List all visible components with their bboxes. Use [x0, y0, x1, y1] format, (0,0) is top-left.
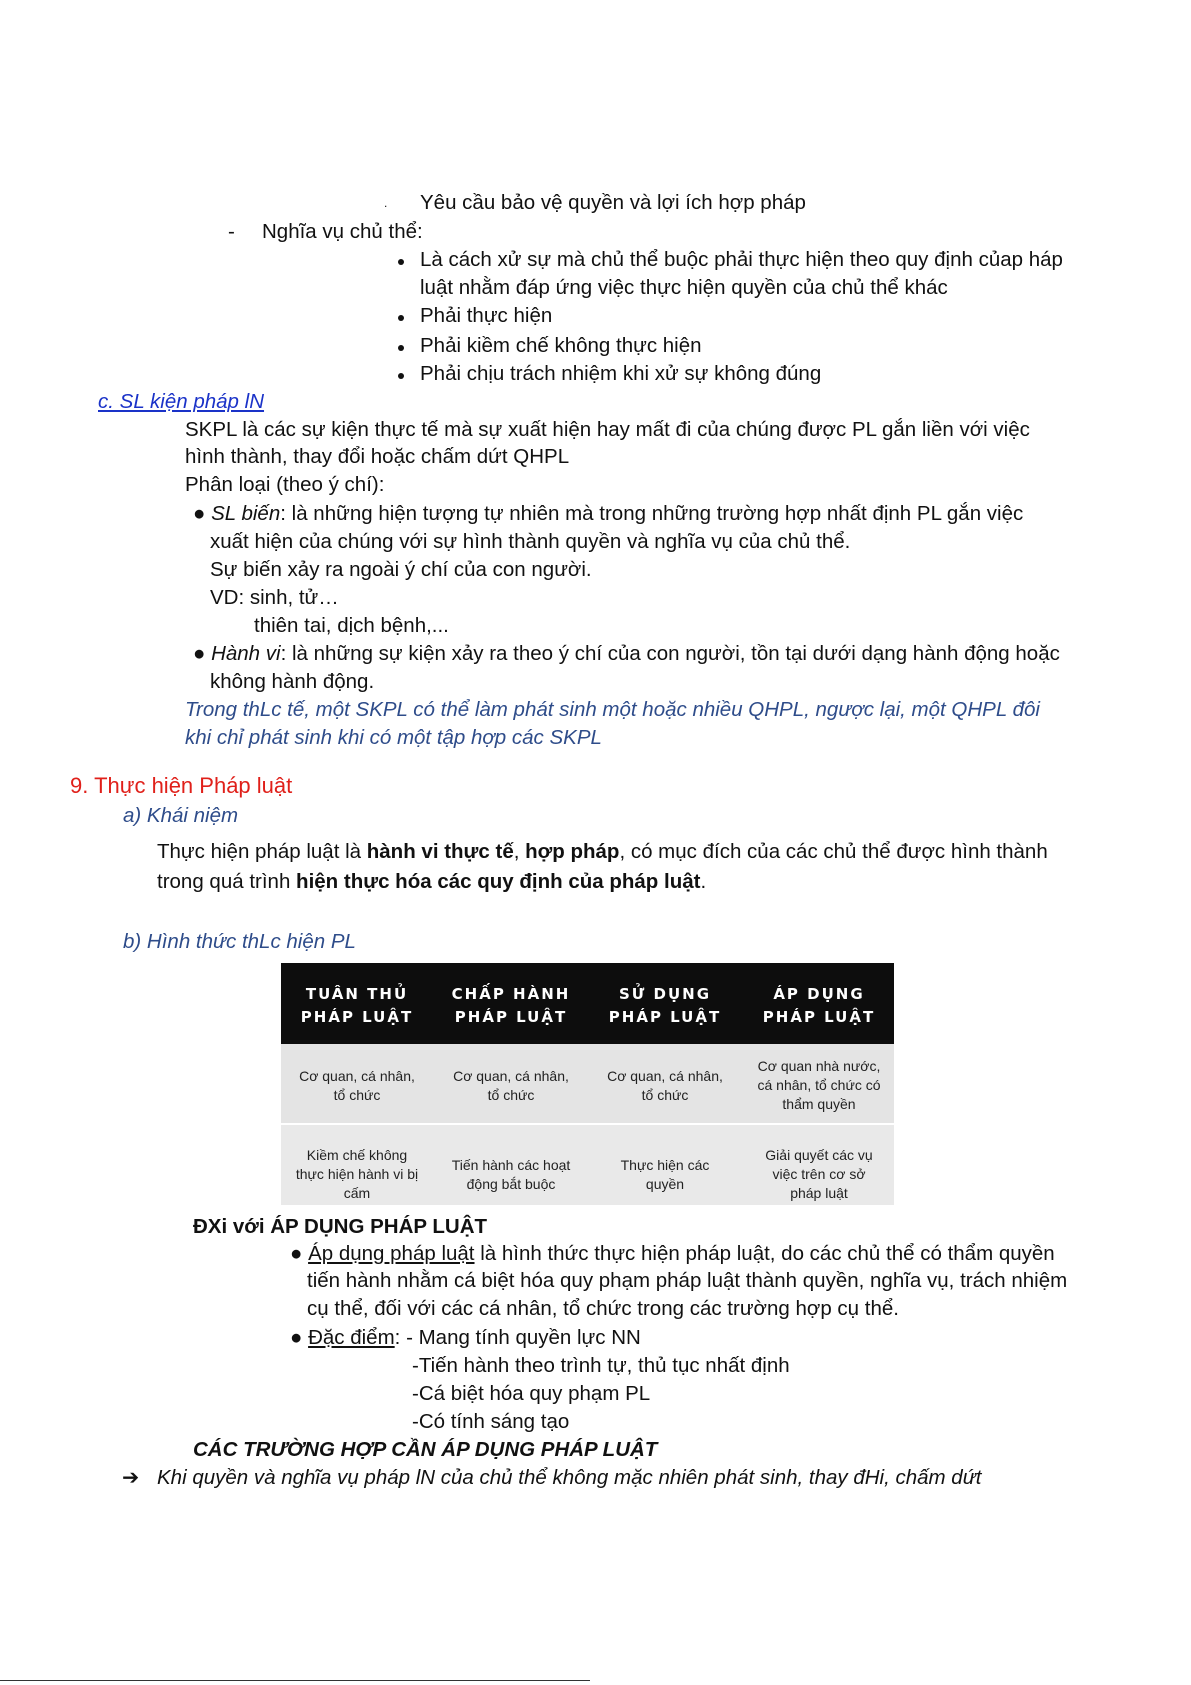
- bullet-dot: [398, 259, 404, 265]
- action-definition: : là những sự kiện xảy ra theo ý chí của con người, tồn tại dưới dạng hành động hoặc: [280, 642, 1060, 665]
- feature-creative: -Có tính sáng tạo: [412, 1410, 570, 1433]
- cell-r2c1-l3: cấm: [343, 1185, 371, 1201]
- cell-r1c4-l3: thẩm quyền: [782, 1096, 856, 1112]
- event-definition: : là những hiện tượng tự nhiên mà trong những trường hợp nhất định PL gắn việc: [280, 502, 1024, 525]
- header-use-1: SỬ DỤNG: [618, 985, 712, 1003]
- event-example-2: thiên tai, dịch bệnh,...: [254, 614, 449, 637]
- action-term: Hành vi: [211, 642, 281, 665]
- apply-term: Áp dụng pháp luật: [308, 1242, 475, 1265]
- section-9-heading: 9. Thực hiện Pháp luật: [70, 773, 293, 798]
- action-line-2: không hành động.: [210, 670, 375, 693]
- cell-r1c4-l2: cá nhân, tổ chức có: [757, 1077, 881, 1093]
- cell-r2c4-l2: việc trên cơ sở: [772, 1166, 866, 1182]
- apply-definition: là hình thức thực hiện pháp luật, do các chủ thể có thẩm quyền: [474, 1242, 1055, 1265]
- text-line-obligation-def-1: Là cách xử sự mà chủ thể buộc phải thực hiện theo quy định củap háp: [420, 248, 1063, 271]
- bullet-event: ● SL biến: là những hiện tượng tự nhiên mà trong những trường hợp nhất định PL gắn việc: [193, 502, 1024, 525]
- text-line-obligation-def-2: luật nhằm đáp ứng việc thực hiện quyền của chủ thể khác: [420, 276, 948, 299]
- cell-r1c1-l1: Cơ quan, cá nhân,: [299, 1068, 415, 1084]
- header-comply-1: TUÂN THỦ: [305, 985, 409, 1003]
- header-apply-2: PHÁP LUẬT: [762, 1008, 876, 1026]
- cell-r2c1-l2: thực hiện hành vi bị: [295, 1166, 419, 1182]
- cell-r1c3-l2: tổ chức: [641, 1087, 689, 1103]
- header-execute-2: PHÁP LUẬT: [454, 1008, 568, 1026]
- apply-definition-line-1: ● Áp dụng pháp luật là hình thức thực hiện pháp luật, do các chủ thể có thẩm quyền: [290, 1242, 1055, 1265]
- text-line-must-do: Phải thực hiện: [420, 304, 553, 327]
- bullet-dot: [398, 373, 404, 379]
- cell-r2c4-l1: Giải quyết các vụ: [765, 1147, 873, 1163]
- concept-sep: ,: [513, 840, 526, 863]
- arrow-icon: ➔: [122, 1466, 140, 1489]
- law-implementation-forms-table: [281, 963, 894, 1205]
- text-line-must-refrain: Phải kiềm chế không thực hiện: [420, 334, 702, 357]
- event-term: SL biến: [211, 502, 281, 525]
- concept-text-tail: , có mục đích của các chủ thể được hình thành: [619, 840, 1048, 863]
- concept-bold-term-1: hành vi thực tế: [366, 840, 514, 863]
- bullet-action: ● Hành vi: là những sự kiện xảy ra theo ý chí của con người, tồn tại dưới dạng hành động hoặc: [193, 642, 1060, 665]
- cell-r1c1-l2: tổ chức: [333, 1087, 381, 1103]
- event-line-2: xuất hiện của chúng với sự hình thành quyền và nghĩa vụ của chủ thể.: [210, 530, 851, 553]
- feature-individualize: -Cá biệt hóa quy phạm PL: [412, 1382, 651, 1405]
- skpl-definition-line-1: SKPL là các sự kiện thực tế mà sự xuất hiện hay mất đi của chúng được PL gắn liền với việc: [185, 418, 1030, 441]
- classification-line: Phân loại (theo ý chí):: [185, 473, 385, 496]
- header-execute-1: CHẤP HÀNH: [451, 985, 571, 1003]
- note-line-1: Trong thLc tế, một SKPL có thể làm phát sinh một hoặc nhiều QHPL, ngược lại, một QHPL đôi: [185, 698, 1040, 721]
- bullet-dot: [398, 315, 404, 321]
- section-c-heading: c. SL kiện pháp lN: [98, 390, 265, 413]
- page-footer-rule: [0, 1680, 590, 1681]
- apply-definition-line-2: tiến hành nhằm cá biệt hóa quy phạm pháp luật thành quyền, nghĩa vụ, trách nhiệm: [307, 1269, 1068, 1292]
- concept-line-1: [157, 838, 1048, 866]
- cell-r2c3-l1: Thực hiện các: [620, 1157, 710, 1173]
- case-line-1: Khi quyền và nghĩa vụ pháp lN của chủ thể không mặc nhiên phát sinh, thay đHi, chấm dứt: [157, 1466, 982, 1489]
- cell-r2c4-l3: pháp luật: [790, 1185, 848, 1201]
- note-line-2: khi chỉ phát sinh khi có một tập hợp các SKPL: [185, 726, 602, 749]
- cell-r2c1-l1: Kiềm chế không: [306, 1147, 408, 1163]
- concept-bold-term-2: hợp pháp: [525, 840, 620, 863]
- feature-power: : - Mang tính quyền lực NN: [394, 1326, 641, 1349]
- header-apply-1: ÁP DỤNG: [773, 985, 865, 1003]
- concept-period: .: [700, 870, 707, 893]
- concept-line-2: [157, 868, 706, 896]
- text-line-obligation-heading: Nghĩa vụ chủ thể:: [262, 220, 423, 243]
- text-line-responsibility: Phải chịu trách nhiệm khi xử sự không đúng: [420, 362, 822, 385]
- list-marker-dot: .: [384, 196, 388, 210]
- concept-text: Thực hiện pháp luật là: [157, 840, 367, 863]
- event-example: VD: sinh, tử…: [210, 586, 339, 609]
- concept-bold-term-3: hiện thực hóa các quy định của pháp luật: [296, 870, 701, 893]
- features-line-1: ● Đặc điểm: - Mang tính quyền lực NN: [290, 1326, 641, 1349]
- cell-r1c2-l2: tổ chức: [487, 1087, 535, 1103]
- dash-marker: -: [228, 220, 235, 243]
- bullet-dot: [398, 345, 404, 351]
- event-line-3: Sự biến xảy ra ngoài ý chí của con người.: [210, 558, 592, 581]
- header-comply-2: PHÁP LUẬT: [300, 1008, 414, 1026]
- concept-text-2: trong quá trình: [157, 870, 297, 893]
- cell-r1c4-l1: Cơ quan nhà nước,: [757, 1058, 881, 1074]
- cases-heading: CÁC TRƯỜNG HỢP CẦN ÁP DỤNG PHÁP LUẬT: [193, 1438, 658, 1461]
- apply-law-heading: ĐXi với ÁP DỤNG PHÁP LUẬT: [193, 1215, 488, 1238]
- apply-definition-line-3: cụ thể, đối với các cá nhân, tổ chức trong các trường hợp cụ thể.: [307, 1297, 899, 1320]
- cell-r2c2-l2: động bắt buộc: [466, 1176, 556, 1192]
- feature-procedure: -Tiến hành theo trình tự, thủ tục nhất định: [412, 1354, 790, 1377]
- header-use-2: PHÁP LUẬT: [608, 1008, 722, 1026]
- cell-r2c2-l1: Tiến hành các hoạt: [451, 1157, 571, 1173]
- text-line-protect-rights: Yêu cầu bảo vệ quyền và lợi ích hợp pháp: [420, 191, 806, 214]
- cell-r1c3-l1: Cơ quan, cá nhân,: [607, 1068, 723, 1084]
- section-b-heading: b) Hình thức thLc hiện PL: [123, 930, 356, 953]
- skpl-definition-line-2: hình thành, thay đổi hoặc chấm dứt QHPL: [185, 445, 570, 468]
- cell-r2c3-l2: quyền: [645, 1176, 685, 1192]
- section-a-heading: a) Khái niệm: [123, 804, 239, 827]
- features-term: Đặc điểm: [308, 1326, 395, 1349]
- cell-r1c2-l1: Cơ quan, cá nhân,: [453, 1068, 569, 1084]
